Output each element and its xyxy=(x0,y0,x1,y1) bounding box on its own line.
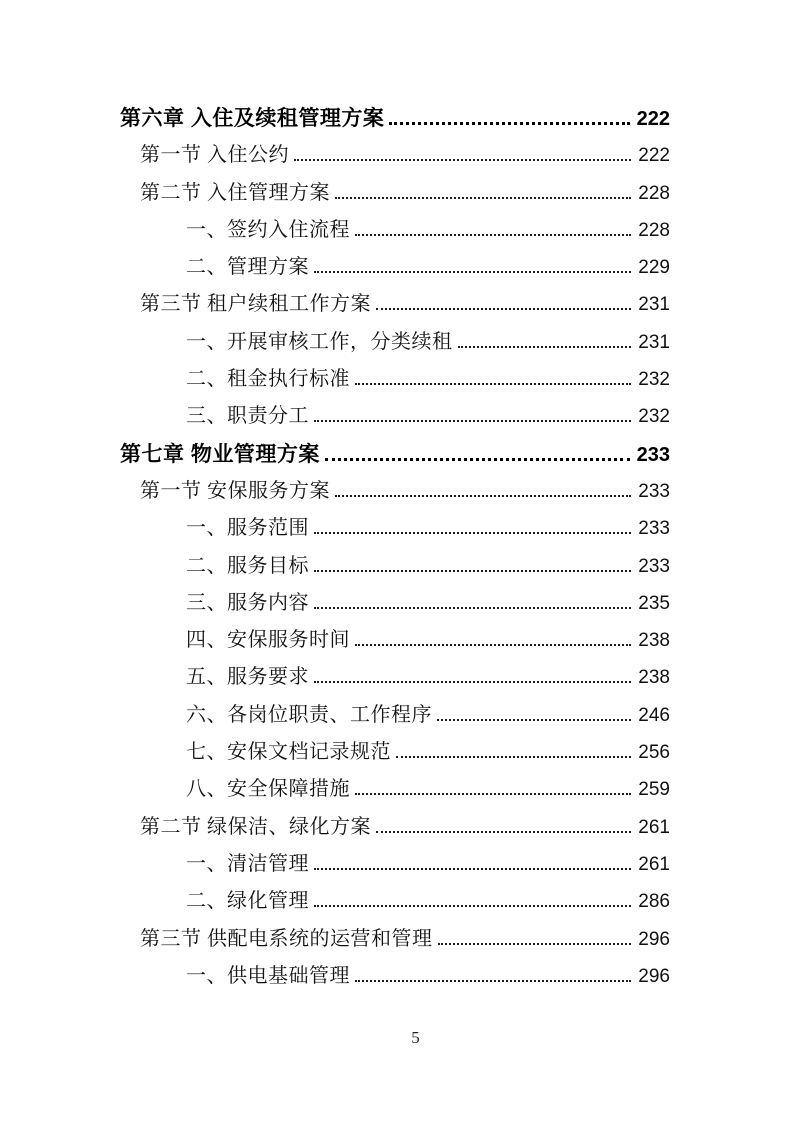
toc-entry[interactable] xyxy=(120,809,670,846)
dot-leader xyxy=(355,793,631,795)
toc-entry[interactable] xyxy=(120,212,670,249)
toc-entry-title: 一、签约入住流程 xyxy=(186,218,350,241)
toc-entry-title: 一、供电基础管理 xyxy=(186,964,350,987)
dot-leader xyxy=(458,346,632,348)
dot-leader xyxy=(314,532,631,534)
toc-entry-title: 一、开展审核工作，分类续租 xyxy=(186,330,453,353)
toc-entry-page-number: 222 xyxy=(638,145,670,167)
toc-entry-page-number: 261 xyxy=(638,853,670,875)
toc-entry-title: 一、清洁管理 xyxy=(186,852,309,875)
toc-entry[interactable] xyxy=(120,697,670,734)
toc-entry[interactable] xyxy=(120,585,670,622)
toc-entry[interactable] xyxy=(120,175,670,212)
toc-entry-title: 二、租金执行标准 xyxy=(186,368,350,391)
dot-leader xyxy=(376,308,631,310)
toc-entry-page-number: 231 xyxy=(638,294,670,316)
toc-entry-page-number: 286 xyxy=(638,891,670,913)
dot-leader xyxy=(314,607,631,609)
toc-entry[interactable] xyxy=(120,771,670,808)
dot-leader xyxy=(335,197,631,199)
toc-entry-title: 第二节 绿保洁、绿化方案 xyxy=(140,815,371,838)
toc-entry-title: 第二节 入住管理方案 xyxy=(140,181,330,204)
toc-entry[interactable] xyxy=(120,361,670,398)
toc-entry-page-number: 246 xyxy=(638,704,670,726)
toc-entry-page-number: 233 xyxy=(638,555,670,577)
toc-entry-title: 三、服务内容 xyxy=(186,591,309,614)
toc-entry-page-number: 296 xyxy=(638,965,670,987)
dot-leader xyxy=(355,644,631,646)
toc-entry[interactable] xyxy=(120,510,670,547)
toc-entry-page-number: 233 xyxy=(638,518,670,540)
toc-entry[interactable] xyxy=(120,548,670,585)
dot-leader xyxy=(355,980,631,982)
toc-entry-title: 一、服务范围 xyxy=(186,517,309,540)
toc-entry[interactable] xyxy=(120,100,670,137)
toc-entry-page-number: 238 xyxy=(638,667,670,689)
dot-leader xyxy=(314,681,631,683)
toc-entry[interactable] xyxy=(120,249,670,286)
toc-entry-title: 二、服务目标 xyxy=(186,554,309,577)
toc-entry-page-number: 232 xyxy=(638,369,670,391)
toc-entry-page-number: 233 xyxy=(638,480,670,502)
toc-entry-title: 第六章 入住及续租管理方案 xyxy=(120,107,385,130)
toc-entry[interactable] xyxy=(120,883,670,920)
page-number: 5 xyxy=(411,1028,420,1047)
dot-leader xyxy=(314,570,631,572)
toc-entry-title: 六、各岗位职责、工作程序 xyxy=(186,703,432,726)
toc-entry-page-number: 228 xyxy=(638,182,670,204)
toc-entry-title: 四、安保服务时间 xyxy=(186,629,350,652)
toc-entry[interactable] xyxy=(120,324,670,361)
toc-entry-page-number: 259 xyxy=(638,779,670,801)
toc-entry-title: 第七章 物业管理方案 xyxy=(120,442,320,466)
toc-entry-title: 七、安保文档记录规范 xyxy=(186,741,391,764)
toc-entry[interactable] xyxy=(120,958,670,995)
toc-entry-page-number: 238 xyxy=(638,630,670,652)
toc-entry-page-number: 231 xyxy=(638,331,670,353)
page-footer xyxy=(0,1028,793,1048)
dot-leader xyxy=(294,159,631,161)
dot-leader xyxy=(376,831,631,833)
table-of-contents xyxy=(120,100,670,995)
toc-entry-title: 第三节 供配电系统的运营和管理 xyxy=(140,927,433,950)
toc-entry-title: 八、安全保障措施 xyxy=(186,778,350,801)
dot-leader xyxy=(314,271,631,273)
toc-entry-title: 三、职责分工 xyxy=(186,405,309,428)
dot-leader xyxy=(389,122,629,125)
toc-entry-page-number: 256 xyxy=(638,742,670,764)
dot-leader xyxy=(314,905,631,907)
toc-entry[interactable] xyxy=(120,473,670,510)
toc-entry-title: 第三节 租户续租工作方案 xyxy=(140,293,371,316)
toc-entry-page-number: 228 xyxy=(638,219,670,241)
toc-entry-title: 五、服务要求 xyxy=(186,666,309,689)
toc-entry-page-number: 235 xyxy=(638,592,670,614)
dot-leader xyxy=(314,868,631,870)
toc-entry-page-number: 233 xyxy=(636,443,670,466)
toc-entry-title: 二、绿化管理 xyxy=(186,890,309,913)
dot-leader xyxy=(335,495,631,497)
toc-entry[interactable] xyxy=(120,846,670,883)
toc-entry-title: 第一节 安保服务方案 xyxy=(140,479,330,502)
toc-entry[interactable] xyxy=(120,659,670,696)
toc-entry[interactable] xyxy=(120,734,670,771)
toc-entry-page-number: 261 xyxy=(638,816,670,838)
dot-leader xyxy=(355,383,631,385)
dot-leader xyxy=(437,719,631,721)
toc-entry-page-number: 229 xyxy=(638,257,670,279)
toc-entry[interactable] xyxy=(120,622,670,659)
dot-leader xyxy=(355,234,631,236)
dot-leader xyxy=(325,458,630,461)
dot-leader xyxy=(314,420,631,422)
toc-entry[interactable] xyxy=(120,137,670,174)
toc-entry-page-number: 296 xyxy=(638,928,670,950)
toc-entry-page-number: 222 xyxy=(636,108,670,130)
toc-entry-page-number: 232 xyxy=(638,406,670,428)
toc-entry[interactable] xyxy=(120,286,670,323)
dot-leader xyxy=(396,756,631,758)
toc-entry-title: 二、管理方案 xyxy=(186,256,309,279)
toc-entry-title: 第一节 入住公约 xyxy=(140,144,289,167)
dot-leader xyxy=(438,943,632,945)
toc-entry[interactable] xyxy=(120,436,670,473)
toc-entry[interactable] xyxy=(120,921,670,958)
toc-entry[interactable] xyxy=(120,398,670,435)
